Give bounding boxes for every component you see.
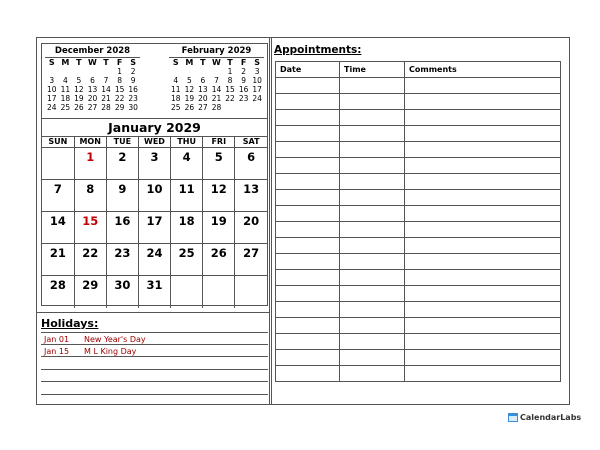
holiday-date: Jan 01 [44,335,70,344]
appointment-time-cell [340,302,405,318]
day-cell [171,276,203,308]
appointment-comments-cell [405,78,561,94]
dow-label: WED [138,137,170,148]
appointment-date-cell [276,110,340,126]
day-cell [42,148,74,180]
appointment-time-cell [340,238,405,254]
mini-dow-label: S [172,58,179,67]
mini-day: 14 [211,85,222,94]
appointment-row [276,126,561,142]
mini-day: 7 [103,76,109,85]
mini-day: 22 [225,94,235,103]
mini-day: 9 [130,76,136,85]
mini-day: 6 [200,76,206,85]
mini-week-row [45,103,140,112]
mini-day [72,67,86,76]
mini-day: 8 [117,76,122,85]
appointment-time-cell [340,142,405,158]
appointment-time-cell [340,366,405,382]
mini-day: 21 [211,94,222,103]
appointment-date-cell [276,302,340,318]
mini-day: 28 [211,103,222,112]
mini-day: 17 [47,94,57,103]
appointment-date-cell [276,366,340,382]
dow-label: MON [74,137,106,148]
mini-day: 10 [47,85,57,94]
mini-day: 18 [171,94,181,103]
day-cell: 28 [42,276,74,308]
mini-day: 25 [171,103,181,112]
mini-day: 25 [60,103,71,112]
appointment-comments-cell [405,206,561,222]
week-row [42,212,267,244]
day-cell: 23 [106,244,138,276]
dow-label: THU [171,137,203,148]
appointment-comments-cell [405,366,561,382]
holiday-item [44,347,136,356]
appointment-date-cell [276,190,340,206]
mini-day [196,67,210,76]
appointment-time-cell [340,126,405,142]
mini-day: 14 [101,85,111,94]
appointment-time-cell [340,222,405,238]
mini-dow-label: T [227,58,233,67]
mini-day: 26 [184,103,195,112]
mini-calendars [41,43,268,118]
mini-day: 17 [252,85,262,94]
mini-dow-label: M [61,58,70,67]
day-cell: 30 [106,276,138,308]
appointment-comments-cell [405,222,561,238]
mini-day: 27 [87,103,98,112]
mini-calendar-prev [45,46,140,112]
dow-label: SAT [235,137,267,148]
mini-dow-row [45,58,140,67]
dow-label: FRI [203,137,235,148]
mini-day [210,67,224,76]
appointment-row [276,366,561,382]
day-cell: 13 [235,180,267,212]
appointment-row [276,270,561,286]
holiday-rule-line [41,369,268,370]
appointment-time-cell [340,206,405,222]
mini-week-row [169,103,264,112]
appointment-comments-cell [405,174,561,190]
calendar-icon [508,413,518,422]
appointment-row [276,302,561,318]
mini-day: 24 [47,103,57,112]
holiday-date: Jan 15 [44,347,70,356]
appointment-time-cell [340,334,405,350]
mini-day: 11 [171,85,181,94]
holiday-rule-line [41,381,268,382]
mini-day [223,103,237,112]
mini-day: 23 [128,94,138,103]
mini-day: 6 [90,76,95,85]
mini-calendar-grid [169,58,264,112]
mini-day [86,67,100,76]
week-row [42,244,267,276]
appointment-comments-cell [405,318,561,334]
day-cell: 14 [42,212,74,244]
mini-day: 24 [252,94,262,103]
divider [37,312,269,313]
appointment-comments-cell [405,254,561,270]
mini-day: 19 [184,94,195,103]
mini-day: 20 [198,94,208,103]
mini-day: 1 [227,67,233,76]
day-cell: 25 [171,244,203,276]
mini-day: 20 [87,94,98,103]
appointment-date-cell [276,174,340,190]
appointment-comments-cell [405,270,561,286]
appointment-time-cell [340,318,405,334]
mini-week-row [169,94,264,103]
appointment-date-cell [276,334,340,350]
day-cell: 2 [106,148,138,180]
appointment-comments-cell [405,158,561,174]
appointment-time-cell [340,158,405,174]
day-cell: 15 [74,212,106,244]
day-cell: 7 [42,180,74,212]
day-cell: 12 [203,180,235,212]
day-cell [235,276,267,308]
mini-day: 4 [173,76,179,85]
appointment-time-cell [340,78,405,94]
day-cell: 18 [171,212,203,244]
mini-day: 15 [114,85,125,94]
appointment-row [276,238,561,254]
mini-day: 18 [60,94,71,103]
holiday-name: New Year's Day [84,335,146,344]
mini-day: 8 [227,76,233,85]
day-cell: 20 [235,212,267,244]
mini-day: 30 [128,103,138,112]
appointment-comments-cell [405,126,561,142]
appointment-row [276,174,561,190]
appointment-comments-cell [405,238,561,254]
day-cell: 19 [203,212,235,244]
appointment-date-cell [276,142,340,158]
appointment-date-cell [276,318,340,334]
day-cell: 27 [235,244,267,276]
day-cell: 4 [171,148,203,180]
holiday-item [44,335,146,344]
mini-week-row [45,85,140,94]
dow-label: SUN [42,137,74,148]
appointment-comments-cell [405,110,561,126]
appointment-time-cell [340,286,405,302]
mini-day: 13 [198,85,208,94]
table-header-row [276,62,561,78]
mini-dow-label: S [254,58,261,67]
mini-week-row [169,85,264,94]
mini-dow-label: F [116,58,123,67]
logo-text: CalendarLabs [520,413,582,422]
appointment-time-cell [340,174,405,190]
mini-dow-label: T [200,58,206,67]
appointment-time-cell [340,350,405,366]
appointment-date-cell [276,222,340,238]
mini-day [99,67,113,76]
mini-week-row [45,67,140,76]
appointment-row [276,110,561,126]
appointment-date-cell [276,206,340,222]
mini-day: 16 [238,85,249,94]
appointment-time-cell [340,94,405,110]
mini-day: 23 [238,94,249,103]
mini-day [59,67,73,76]
day-cell: 17 [138,212,170,244]
holiday-rule-line [41,394,268,395]
appointment-comments-cell [405,334,561,350]
mini-day [45,67,59,76]
appointment-row [276,350,561,366]
appointment-row [276,190,561,206]
appointment-row [276,334,561,350]
appointment-date-cell [276,126,340,142]
day-cell: 9 [106,180,138,212]
mini-week-row [169,76,264,85]
day-cell: 24 [138,244,170,276]
mini-day: 2 [130,67,136,76]
appointment-row [276,94,561,110]
appointments-title: Appointments: [274,44,362,56]
mini-day [169,67,183,76]
appointment-date-cell [276,238,340,254]
day-cell: 8 [74,180,106,212]
appointment-row [276,286,561,302]
dow-label: TUE [106,137,138,148]
mini-calendar-title: February 2029 [169,46,264,58]
mini-day: 28 [101,103,111,112]
day-cell: 5 [203,148,235,180]
appointment-comments-cell [405,94,561,110]
mini-calendar-grid [45,58,140,112]
mini-day: 15 [225,85,235,94]
mini-week-row [45,94,140,103]
mini-day: 1 [117,67,122,76]
month-calendar [41,118,268,306]
mini-week-row [45,76,140,85]
mini-day: 7 [214,76,219,85]
day-cell: 3 [138,148,170,180]
appointment-date-cell [276,286,340,302]
day-cell: 22 [74,244,106,276]
holiday-rule-line [41,356,268,357]
mini-day: 12 [74,85,84,94]
mini-day: 11 [60,85,71,94]
mini-day: 5 [186,76,192,85]
holiday-rule-line [41,332,268,333]
mini-dow-label: T [103,58,109,67]
appointment-date-cell [276,94,340,110]
mini-dow-label: W [88,58,97,67]
day-cell: 1 [74,148,106,180]
calendar-page [36,37,570,405]
appointment-date-cell [276,158,340,174]
appointment-row [276,78,561,94]
appointment-row [276,318,561,334]
mini-day: 9 [241,76,246,85]
appointment-date-cell [276,350,340,366]
mini-day: 10 [252,76,262,85]
mini-day: 26 [74,103,84,112]
mini-day: 3 [49,76,55,85]
mini-dow-label: W [212,58,221,67]
column-header-comments: Comments [405,62,561,78]
appointment-comments-cell [405,350,561,366]
mini-day: 13 [87,85,98,94]
appointment-row [276,206,561,222]
appointment-row [276,254,561,270]
dow-header-row [42,137,267,148]
appointment-row [276,158,561,174]
mini-dow-label: F [240,58,247,67]
day-cell: 6 [235,148,267,180]
column-header-date: Date [276,62,340,78]
mini-day [250,103,264,112]
calendarlabs-logo [508,413,581,422]
appointment-time-cell [340,254,405,270]
appointment-comments-cell [405,190,561,206]
mini-day: 3 [254,67,260,76]
mini-week-row [169,67,264,76]
week-row [42,180,267,212]
mini-day [237,103,251,112]
week-row [42,276,267,308]
appointment-time-cell [340,110,405,126]
day-cell: 16 [106,212,138,244]
day-cell: 26 [203,244,235,276]
appointment-date-cell [276,254,340,270]
left-panel [37,38,269,404]
day-cell: 10 [138,180,170,212]
month-title: January 2029 [42,119,267,137]
mini-dow-label: M [185,58,194,67]
holidays-title: Holidays: [41,317,99,330]
appointment-date-cell [276,270,340,286]
mini-day: 21 [101,94,111,103]
appointment-comments-cell [405,286,561,302]
holiday-rule-line [41,344,268,345]
mini-day: 16 [128,85,138,94]
day-cell: 21 [42,244,74,276]
appointment-comments-cell [405,302,561,318]
mini-day [183,67,197,76]
appointment-time-cell [340,270,405,286]
mini-calendar-next [169,46,264,112]
appointment-time-cell [340,190,405,206]
appointment-row [276,142,561,158]
mini-day: 12 [184,85,195,94]
column-header-time: Time [340,62,405,78]
mini-day: 19 [74,94,84,103]
month-grid [42,137,267,308]
mini-day: 4 [62,76,68,85]
mini-day: 2 [241,67,246,76]
appointment-comments-cell [405,142,561,158]
mini-day: 27 [198,103,208,112]
day-cell: 11 [171,180,203,212]
appointments-table [275,61,561,382]
holiday-name: M L King Day [84,347,137,356]
day-cell: 31 [138,276,170,308]
mini-dow-label: T [76,58,82,67]
day-cell: 29 [74,276,106,308]
mini-dow-label: S [130,58,137,67]
appointment-row [276,222,561,238]
appointment-date-cell [276,78,340,94]
day-cell [203,276,235,308]
mini-day: 29 [114,103,125,112]
mini-day: 5 [76,76,82,85]
mini-calendar-title: December 2028 [45,46,140,58]
mini-dow-label: S [48,58,55,67]
appointments-panel [272,38,569,404]
week-row [42,148,267,180]
mini-dow-row [169,58,264,67]
mini-day: 22 [114,94,125,103]
